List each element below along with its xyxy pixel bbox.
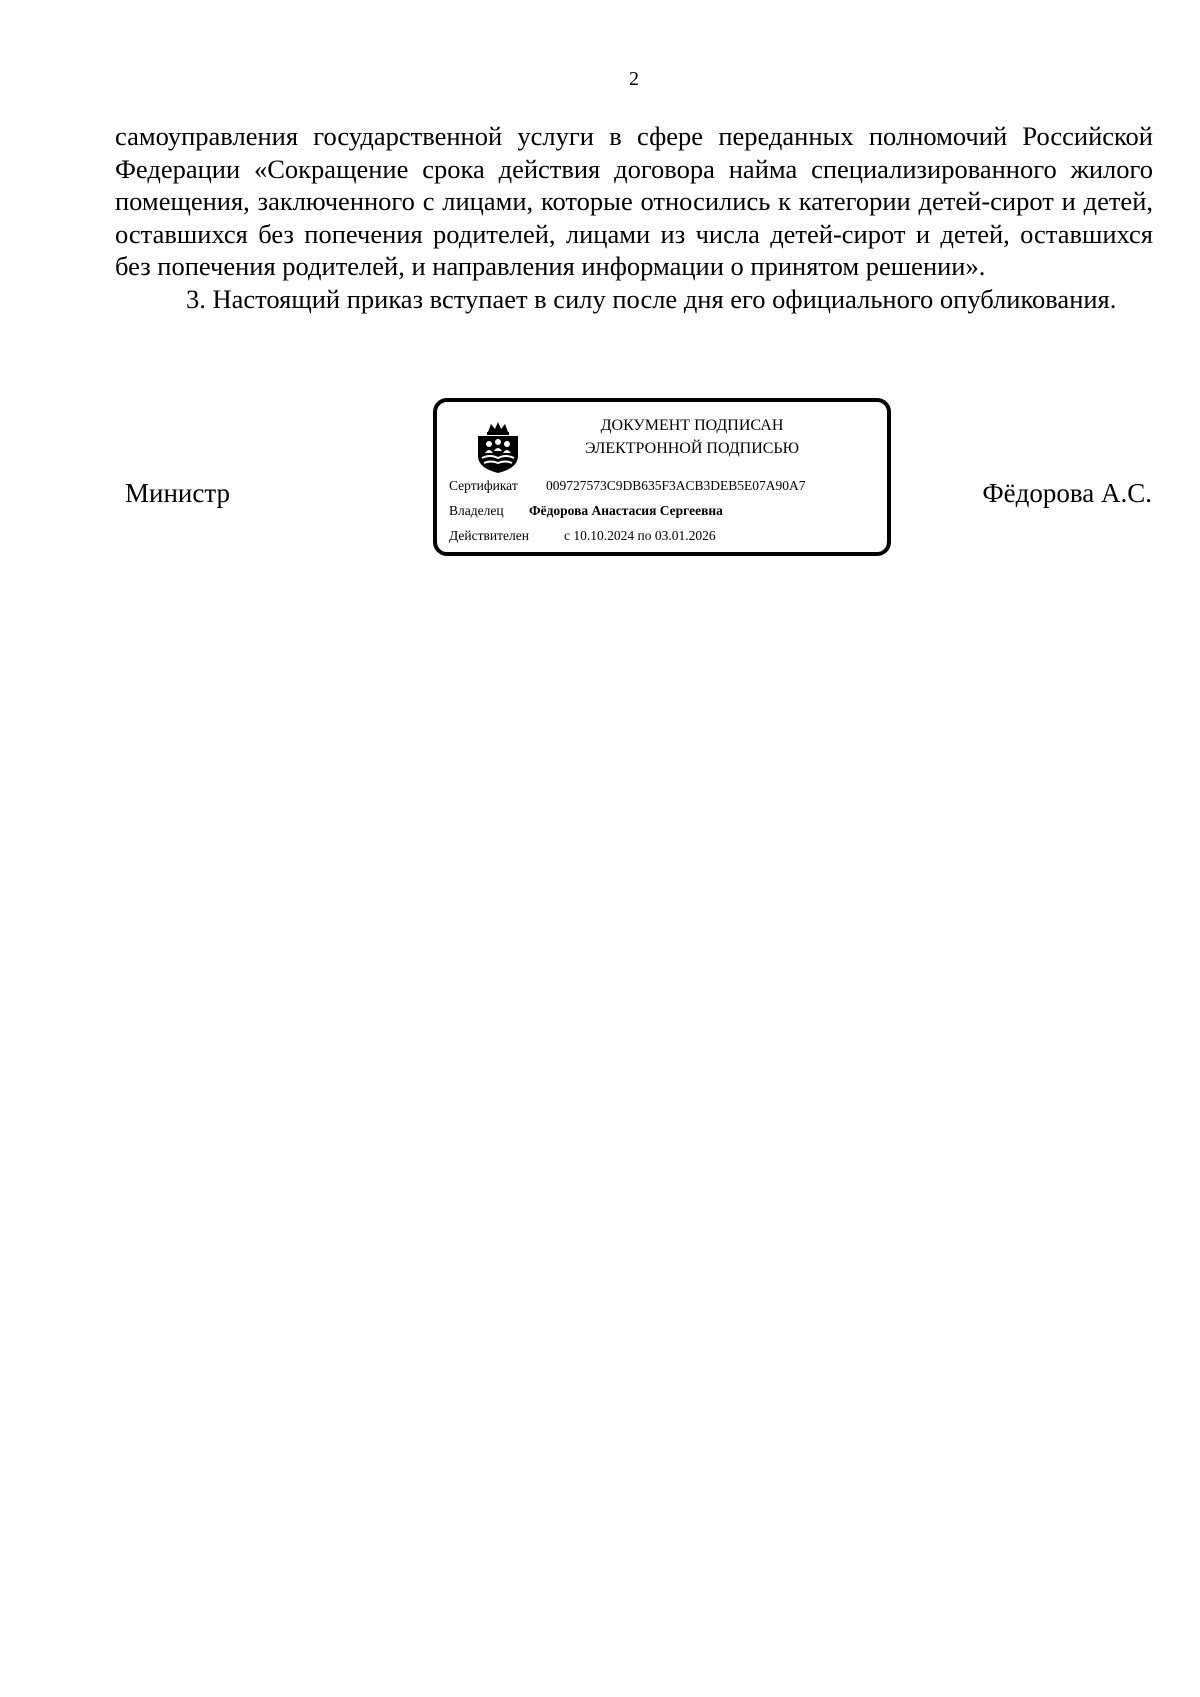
stamp-heading <box>542 414 842 460</box>
certificate-value: 009727573C9DB635F3ACB3DEB5E07A90A7 <box>546 478 806 493</box>
owner-label: Владелец <box>449 503 504 518</box>
stamp-heading-line: ЭЛЕКТРОННОЙ ПОДПИСЬЮ <box>584 440 800 457</box>
page-number: 2 <box>629 68 639 90</box>
validity-value: с 10.10.2024 по 03.01.2026 <box>564 528 716 543</box>
owner-value: Фёдорова Анастасия Сергеевна <box>529 503 723 518</box>
stamp-validity-row <box>449 528 716 544</box>
electronic-signature-stamp <box>433 398 891 556</box>
certificate-label: Сертификат <box>449 478 518 493</box>
body-paragraph: 3. Настоящий приказ вступает в силу после дня его официального опубликования. <box>186 283 1117 314</box>
document-body <box>115 120 1153 316</box>
validity-label: Действителен <box>449 528 529 543</box>
regional-coat-of-arms-icon <box>473 420 523 474</box>
stamp-certificate-row <box>449 478 806 494</box>
signatory-position: Министр <box>125 478 230 508</box>
signer-name: Фёдорова А.С. <box>982 478 1152 508</box>
stamp-heading-line: ДОКУМЕНТ ПОДПИСАН <box>600 417 784 434</box>
stamp-owner-row <box>449 503 723 519</box>
body-paragraph: самоуправления государственной услуги в сфере переданных полномочий Российской Федерации «Сокращение срока действия договора найма специализированного жилого помещения, заключенного с лицами, которые относились к категории детей-сирот и детей, оставшихся без попечения родителей, лицами из числа детей-сирот и детей, оставшихся без попечения родителей, и направления информации о принятом решении». <box>115 121 1153 282</box>
